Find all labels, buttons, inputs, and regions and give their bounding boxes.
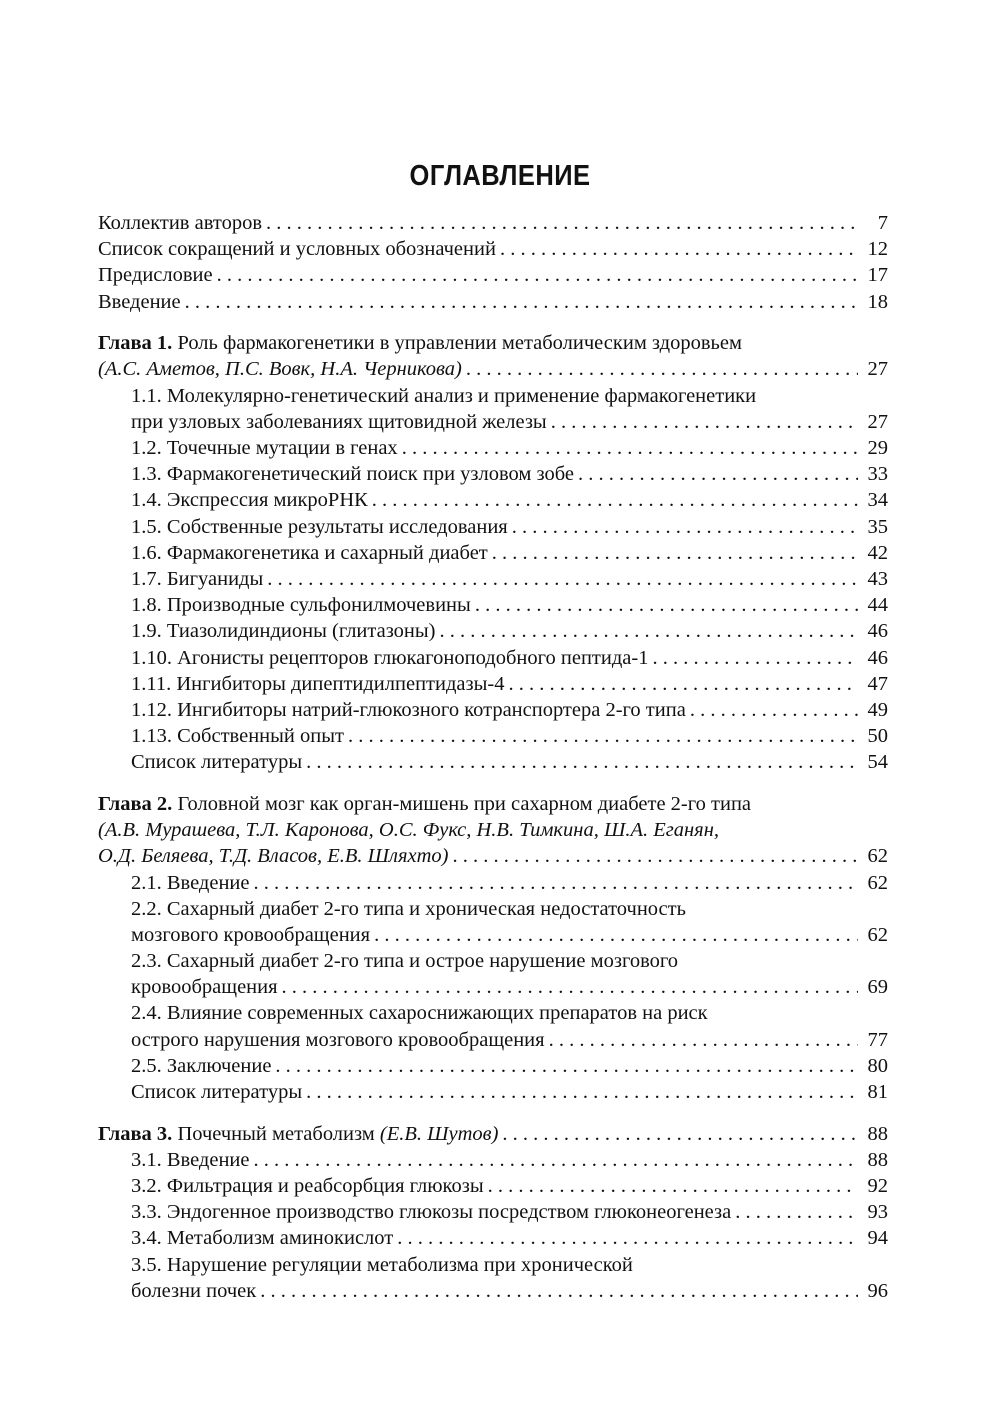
leader-dots [500,236,858,262]
toc-entry [98,697,888,723]
leader-dots [306,1079,858,1105]
toc-page-number: 17 [867,264,888,287]
toc-entry [98,1053,888,1079]
toc-entry-text: 2.2. Сахарный диабет 2-го типа и хроническая недостаточность [131,897,686,920]
leader-dots [508,671,858,697]
toc-entry-text: 3.2. Фильтрация и реабсорбция глюкозы [131,1175,484,1198]
leader-dots [348,723,858,749]
toc-entry [98,383,888,409]
leader-dots [267,566,858,592]
toc-page-number: 42 [867,541,888,564]
toc-entry [98,236,888,262]
leader-dots [185,289,858,315]
toc-entry-text: 3.4. Метаболизм аминокислот [131,1227,394,1250]
leader-dots [466,356,858,382]
toc-entry [98,1199,888,1225]
toc-entry [98,1147,888,1173]
toc-entry [98,1173,888,1199]
toc-entry-text: при узловых заболеваниях щитовидной железы [131,410,547,433]
chapter-1-heading [98,330,888,356]
toc-entry-text: 1.13. Собственный опыт [131,725,344,748]
toc-entry-text: 3.1. Введение [131,1148,250,1171]
toc-entry-text: 1.4. Экспрессия микроРНК [131,489,368,512]
toc-entry-text: 1.5. Собственные результаты исследования [131,515,508,538]
toc-entry [98,974,888,1000]
toc-page-number: 46 [867,620,888,643]
leader-dots [282,974,858,1000]
toc-entry-text: 1.6. Фармакогенетика и сахарный диабет [131,541,488,564]
toc-entry-text: 1.12. Ингибиторы натрий-глюкозного котранспортера 2-го типа [131,698,686,721]
leader-dots [372,487,858,513]
toc-entry-text: Список сокращений и условных обозначений [98,238,496,261]
chapter-3-authors: (Е.В. Шутов) [379,1122,499,1145]
chapter-3-label: Глава 3. [98,1122,173,1145]
toc-entry-text: Введение [98,290,181,313]
leader-dots [402,435,858,461]
toc-entry [98,540,888,566]
toc-entry-text: 2.1. Введение [131,871,250,894]
leader-dots [690,697,858,723]
toc-page-number: 35 [867,515,888,538]
toc-entry [98,409,888,435]
toc-page-number: 27 [867,358,888,381]
toc-entry-text: Список литературы [131,1081,303,1103]
toc-entry [98,723,888,749]
toc-entry-text: 1.1. Молекулярно-генетический анализ и применение фармакогенетики [131,384,757,407]
toc-entry-text: острого нарушения мозгового кровообращения [131,1028,545,1051]
toc-page-number: 7 [877,212,888,234]
leader-dots [254,870,858,896]
toc-page-number: 43 [867,567,888,590]
toc-entry-text: 2.4. Влияние современных сахароснижающих препаратов на риск [131,1002,708,1025]
toc-entry-text: Список литературы [131,751,303,774]
toc-entry-text: 1.10. Агонисты рецепторов глюкагоноподобного пептида-1 [131,646,649,669]
toc-entry [98,1252,888,1278]
toc-entry [98,1000,888,1026]
toc-entry [98,870,888,896]
leader-dots [254,1147,858,1173]
toc-entry-text: мозгового кровообращения [131,923,371,946]
toc-entry-text: 1.2. Точечные мутации в генах [131,437,398,459]
toc-page-number: 62 [867,871,888,894]
toc-entry [98,289,888,315]
chapter-1-label: Глава 1. [98,332,173,355]
toc-page-number: 62 [867,923,888,946]
toc-page-number: 88 [867,1148,888,1171]
chapter-3-title: Почечный метаболизм [172,1122,380,1145]
toc-page-number: 54 [867,751,888,774]
toc-entry [98,645,888,671]
toc-page-number: 80 [867,1054,888,1077]
leader-dots [551,409,858,435]
toc-page-number: 94 [867,1227,888,1250]
toc-entry-text: 2.3. Сахарный диабет 2-го типа и острое нарушение мозгового [131,950,679,973]
leader-dots [266,210,858,236]
toc-entry [98,1225,888,1251]
leader-dots [397,1225,858,1251]
toc-entry-text: 3.3. Эндогенное производство глюкозы посредством глюконеогенеза [131,1201,732,1224]
chapter-2-authors-line [98,817,888,843]
toc-page-number: 50 [867,725,888,748]
toc-entry [98,592,888,618]
toc-entry [98,749,888,775]
toc-entry [98,922,888,948]
toc-entry-text: 1.11. Ингибиторы дипептидилпептидазы-4 [131,672,505,695]
toc-entry-text: Коллектив авторов [98,212,262,234]
page-title: ОГЛАВЛЕНИЕ [409,160,591,192]
table-of-contents [98,210,888,1304]
toc-entry [98,948,888,974]
toc-page-number: 77 [867,1028,888,1051]
toc-page-number: 96 [867,1279,888,1302]
toc-page-number: 49 [867,698,888,721]
toc-entry-text: Предисловие [98,264,213,287]
toc-entry-text: болезни почек [131,1279,257,1302]
chapter-1-title: Роль фармакогенетики в управлении метаболическим здоровьем [172,332,742,355]
toc-page-number: 27 [867,410,888,433]
toc-entry [98,1079,888,1105]
chapter-2-heading [98,791,888,817]
leader-dots [452,843,858,869]
leader-dots [735,1199,858,1225]
leader-dots [374,922,858,948]
toc-entry [98,618,888,644]
chapter-1-authors: (А.С. Аметов, П.С. Вовк, Н.А. Черникова) [98,358,462,381]
leader-dots [549,1027,858,1053]
leader-dots [488,1173,858,1199]
toc-page-number: 62 [867,845,888,868]
leader-dots [512,514,858,540]
toc-entry-text: 1.9. Тиазолидиндионы (глитазоны) [131,620,436,643]
toc-page-number: 47 [867,672,888,695]
toc-entry [98,514,888,540]
toc-entry [98,461,888,487]
toc-page-number: 18 [867,290,888,313]
toc-page-number: 69 [867,976,888,999]
toc-entry [98,896,888,922]
toc-entry [98,1027,888,1053]
chapter-2-label: Глава 2. [98,792,173,815]
leader-dots [492,540,858,566]
toc-entry [98,210,888,236]
chapter-2-title: Головной мозг как орган-мишень при сахарном диабете 2-го типа [172,792,752,815]
toc-page-number: 46 [867,646,888,669]
toc-page-number: 88 [867,1122,888,1145]
leader-dots [475,592,858,618]
toc-page-number: 33 [867,463,888,486]
toc-entry-text: кровообращения [131,976,278,999]
leader-dots [578,461,858,487]
toc-entry-text: 2.5. Заключение [131,1054,272,1077]
chapter-2-authors: (А.В. Мурашева, Т.Л. Каронова, О.С. Фукс, Н.В. Тимкина, Ш.А. Еганян, [98,819,719,842]
chapter-2-authors: О.Д. Беляева, Т.Д. Власов, Е.В. Шляхто) [98,845,449,868]
toc-entry-text: 1.7. Бигуаниды [131,567,264,590]
toc-page-number: 93 [867,1201,888,1224]
leader-dots [306,749,858,775]
toc-page-number: 34 [867,489,888,512]
leader-dots [502,1121,858,1147]
toc-page-number: 29 [867,437,888,459]
leader-dots [260,1278,858,1304]
chapter-2-authors-line [98,843,888,869]
leader-dots [275,1053,858,1079]
toc-entry [98,262,888,288]
toc-entry [98,487,888,513]
leader-dots [217,262,858,288]
toc-page-number: 81 [867,1081,888,1103]
toc-entry [98,566,888,592]
leader-dots [652,645,858,671]
toc-entry-text: 1.8. Производные сульфонилмочевины [131,594,471,617]
toc-page-number: 12 [867,238,888,261]
chapter-1-authors-line [98,356,888,382]
chapter-3-heading [98,1121,888,1147]
toc-page-number: 44 [867,594,888,617]
toc-entry-text: 3.5. Нарушение регуляции метаболизма при хронической [131,1253,633,1276]
toc-entry [98,435,888,461]
toc-entry-text: 1.3. Фармакогенетический поиск при узловом зобе [131,463,574,486]
toc-entry [98,671,888,697]
toc-entry [98,1278,888,1304]
toc-page-number: 92 [867,1175,888,1198]
leader-dots [440,618,858,644]
